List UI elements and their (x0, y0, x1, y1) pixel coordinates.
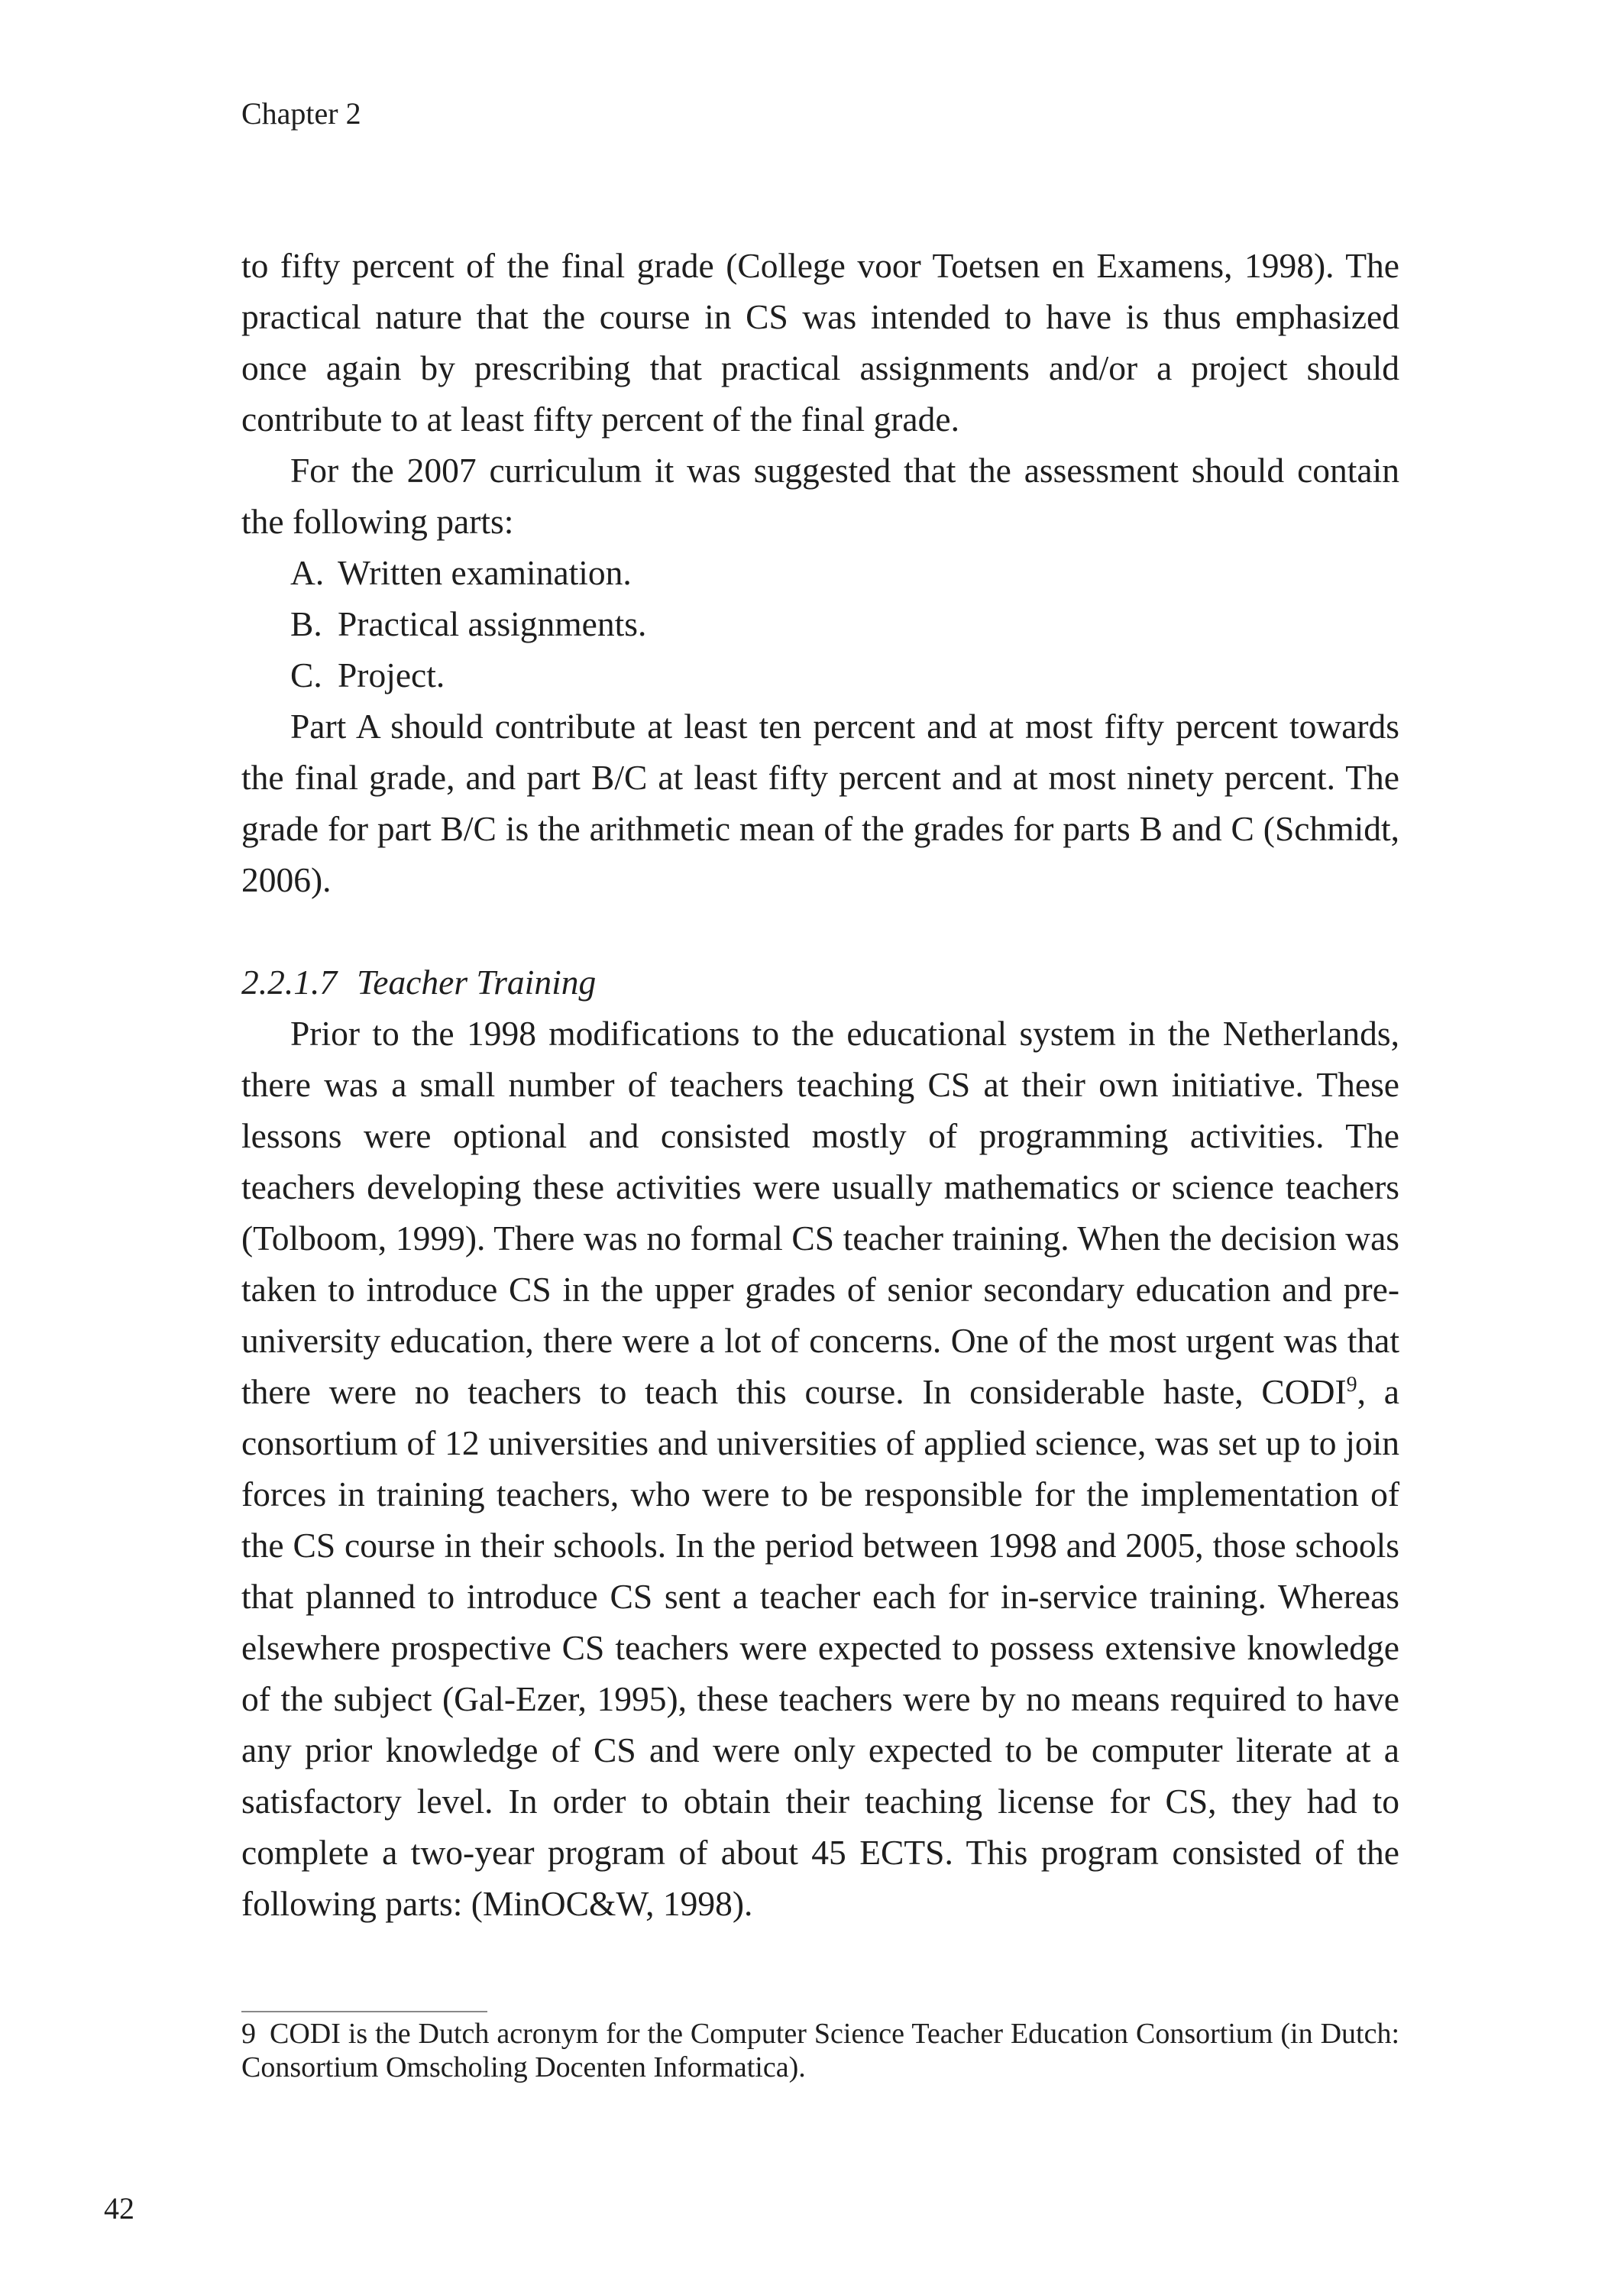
list-item (241, 598, 1399, 649)
teacher-training-text-end: , a consortium of 12 universities and universities of applied science, was set up to join forces in training teachers, who were to be responsible for the implementation of the CS course in their schools. In the period between 1998 and 2005, those schools that planned to introduce CS sent a teacher each for in-service training. Whereas elsewhere prospective CS teachers were expected to possess extensive knowledge of the subject (Gal-Ezer, 1995), these teachers were by no means required to have any prior knowledge of CS and were only expected to be computer literate at a satisfactory level. In order to obtain their teaching license for CS, they had to complete a two-year program of about 45 ECTS. This program consisted of the following parts: (MinOC&W, 1998). (241, 1372, 1399, 1923)
list-item (241, 547, 1399, 598)
list-marker: B. (290, 604, 322, 643)
teacher-training-text-start: Prior to the 1998 modifications to the educational system in the Netherlands, there was a small number of teachers teaching CS at their own initiative. These lessons were optional and consisted mostly of programming activities. The teachers developing these activities were usually mathematics or science teachers (Tolboom, 1999). There was no formal CS teacher training. When the decision was taken to introduce CS in the upper grades of senior secondary education and pre-university education, there were a lot of concerns. One of the most urgent was that there were no teachers to teach this course. In considerable haste, CODI (241, 1014, 1399, 1411)
footnote-divider (241, 2011, 487, 2012)
footnote (241, 2017, 1399, 2084)
list-item-text: Project. (338, 656, 445, 694)
footnote-number: 9 (241, 2018, 256, 2050)
paragraph-teacher-training (241, 1008, 1399, 1929)
list-marker: C. (290, 656, 322, 694)
assessment-list (241, 547, 1399, 701)
list-marker: A. (290, 553, 325, 592)
running-head: Chapter 2 (241, 96, 361, 131)
list-item-text: Written examination. (338, 553, 632, 592)
paragraph-continuation: to fifty percent of the final grade (College voor Toetsen en Examens, 1998). The practical nature that the course in CS was intended to have is thus emphasized once again by prescribing that practical assignments and/or a project should contribute to at least fifty percent of the final grade. (241, 246, 1399, 439)
section-heading (241, 957, 1399, 1008)
section-title: Teacher Training (357, 963, 597, 1002)
footnote-reference[interactable]: 9 (1346, 1372, 1357, 1397)
list-item (241, 649, 1399, 701)
paragraph-assessment-intro: For the 2007 curriculum it was suggested that the assessment should contain the following parts: (241, 451, 1399, 541)
body-text (241, 240, 1399, 1929)
footnote-text: CODI is the Dutch acronym for the Computer Science Teacher Education Consortium (in Dutch: Consortium Omscholing Docenten Informatica). (241, 2018, 1399, 2083)
page-number: 42 (104, 2191, 134, 2226)
section-number: 2.2.1.7 (241, 963, 338, 1002)
paragraph-grade-weights: Part A should contribute at least ten percent and at most fifty percent towards the final grade, and part B/C at least fifty percent and at most ninety percent. The grade for part B/C is the arithmetic mean of the grades for parts B and C (Schmidt, 2006). (241, 707, 1399, 899)
list-item-text: Practical assignments. (338, 604, 647, 643)
